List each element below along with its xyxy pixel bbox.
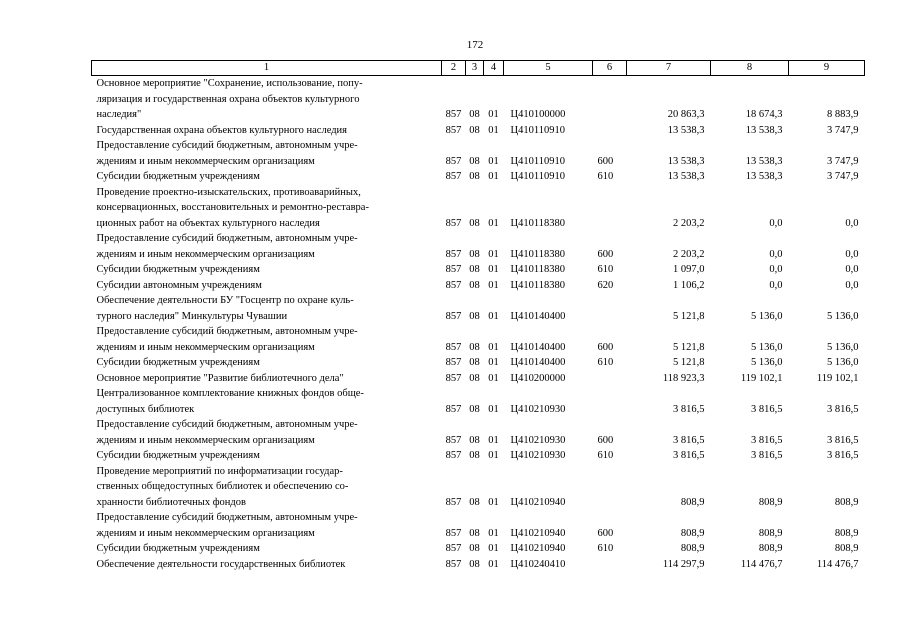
amount-col7-cell: 13 538,3: [667, 124, 705, 136]
table-row: [92, 386, 865, 417]
admin-code-cell: 857: [445, 341, 462, 353]
amount-col8-cell: 13 538,3: [745, 124, 783, 136]
amount-col9-cell: 3 747,9: [827, 155, 859, 167]
target-article-cell: Ц410210940: [510, 527, 566, 539]
expense-type-cell: [593, 557, 627, 573]
table-row: [92, 169, 865, 185]
amount-col9-cell: 808,9: [834, 527, 859, 539]
description-cell: [92, 138, 442, 169]
amount-col7-cell: 20 863,3: [667, 109, 705, 120]
header-row: [92, 61, 865, 76]
description-line: Субсидии бюджетным учреждениям: [96, 171, 260, 182]
description-cell: [92, 293, 442, 324]
amount-col8-cell: 0,0: [769, 264, 783, 275]
subsection-cell: 01: [488, 264, 499, 275]
subsection-cell: 01: [488, 527, 499, 539]
section-cell: 08: [469, 450, 480, 461]
description-line: Предоставление субсидий бюджетным, автономным учре-: [96, 512, 358, 523]
amount-col7-cell: 1 106,2: [673, 279, 705, 291]
subsection-cell: 01: [488, 109, 499, 120]
amount-col9-cell: 808,9: [834, 496, 859, 508]
expense-type-cell: [593, 123, 627, 139]
description-line: турного наследия" Минкультуры Чувашии: [96, 310, 288, 322]
description-line: Проведение мероприятий по информатизации государ-: [96, 465, 343, 477]
subsection-cell: 01: [488, 372, 499, 384]
description-line: Субсидии бюджетным учреждениям: [96, 357, 260, 368]
section-cell: 08: [469, 217, 480, 229]
amount-col9-cell: 119 102,1: [816, 372, 859, 384]
description-line: Субсидии бюджетным учреждениям: [96, 543, 260, 554]
amount-col9-cell: 0,0: [845, 217, 859, 229]
subsection-cell: 01: [488, 558, 499, 570]
amount-col8-cell: 114 476,7: [740, 558, 783, 570]
amount-col7-cell: 1 097,0: [673, 264, 705, 275]
description-line: Предоставление субсидий бюджетным, автономным учре-: [96, 140, 358, 151]
description-line: Предоставление субсидий бюджетным, автономным учре-: [96, 233, 358, 244]
amount-col8-cell: 3 816,5: [751, 450, 783, 461]
budget-table: [91, 60, 865, 572]
amount-col8-cell: 808,9: [758, 543, 783, 554]
description-line: Предоставление субсидий бюджетным, автономным учре-: [96, 419, 358, 430]
description-line: Государственная охрана объектов культурного наследия: [96, 124, 348, 136]
amount-col9-cell: 0,0: [845, 279, 859, 291]
amount-col8-cell: 13 538,3: [745, 171, 783, 182]
description-line: Основное мероприятие "Развитие библиотечного дела": [96, 372, 344, 384]
description-line: наследия": [96, 109, 142, 120]
target-article-cell: Ц410210930: [510, 403, 566, 415]
target-article-cell: Ц410210940: [510, 543, 566, 554]
column-header: 1: [92, 61, 442, 76]
amount-col8-cell: 3 816,5: [751, 434, 783, 446]
column-header: 7: [627, 61, 711, 76]
table-row: [92, 464, 865, 511]
amount-col8-cell: 18 674,3: [745, 109, 783, 120]
description-line: консервационных, восстановительных и ремонтно-реставра-: [96, 202, 369, 213]
subsection-cell: 01: [488, 543, 499, 554]
admin-code-cell: 857: [445, 434, 462, 446]
section-cell: 08: [469, 357, 480, 368]
admin-code-cell: 857: [445, 109, 462, 120]
target-article-cell: Ц410240410: [510, 558, 566, 570]
section-cell: 08: [469, 372, 480, 384]
section-cell: 08: [469, 171, 480, 182]
amount-col7-cell: 3 816,5: [673, 403, 705, 415]
expense-type-cell: 600: [597, 248, 614, 260]
target-article-cell: Ц410118380: [510, 264, 565, 275]
section-cell: 08: [469, 155, 480, 167]
expense-type-cell: [593, 76, 627, 123]
admin-code-cell: 857: [445, 558, 462, 570]
amount-col7-cell: 5 121,8: [673, 310, 705, 322]
amount-col8-cell: 5 136,0: [751, 341, 783, 353]
target-article-cell: Ц410110910: [510, 155, 565, 167]
amount-col7-cell: 5 121,8: [673, 341, 705, 353]
amount-col8-cell: 119 102,1: [740, 372, 783, 384]
subsection-cell: 01: [488, 403, 499, 415]
amount-col7-cell: 5 121,8: [673, 357, 705, 368]
table-row: [92, 541, 865, 557]
section-cell: 08: [469, 543, 480, 554]
subsection-cell: 01: [488, 279, 499, 291]
amount-col9-cell: 8 883,9: [827, 109, 859, 120]
description-cell: [92, 185, 442, 232]
target-article-cell: Ц410110910: [510, 171, 565, 182]
amount-col7-cell: 808,9: [680, 543, 705, 554]
subsection-cell: 01: [488, 496, 499, 508]
description-line: ждениям и иным некоммерческим организациям: [96, 155, 315, 167]
amount-col7-cell: 2 203,2: [673, 248, 705, 260]
table-row: [92, 278, 865, 294]
description-cell: [92, 448, 442, 464]
section-cell: 08: [469, 124, 480, 136]
expense-type-cell: 610: [597, 543, 614, 554]
amount-col9-cell: 3 747,9: [827, 171, 859, 182]
expense-type-cell: [593, 464, 627, 511]
description-line: Субсидии бюджетным учреждениям: [96, 264, 260, 275]
amount-col8-cell: 13 538,3: [745, 155, 783, 167]
description-line: ждениям и иным некоммерческим организациям: [96, 434, 315, 446]
table-row: [92, 510, 865, 541]
admin-code-cell: 857: [445, 155, 462, 167]
admin-code-cell: 857: [445, 527, 462, 539]
expense-type-cell: [593, 371, 627, 387]
description-cell: [92, 324, 442, 355]
amount-col9-cell: 0,0: [845, 264, 859, 275]
description-line: ляризация и государственная охрана объектов культурного: [96, 93, 360, 105]
target-article-cell: Ц410110910: [510, 124, 565, 136]
page-number: 172: [466, 39, 484, 51]
section-cell: 08: [469, 558, 480, 570]
admin-code-cell: 857: [445, 543, 462, 554]
admin-code-cell: 857: [445, 357, 462, 368]
amount-col9-cell: 5 136,0: [827, 341, 859, 353]
amount-col7-cell: 13 538,3: [667, 171, 705, 182]
table-row: [92, 231, 865, 262]
amount-col8-cell: 808,9: [758, 496, 783, 508]
admin-code-cell: 857: [445, 124, 462, 136]
table-body: [92, 76, 865, 573]
expense-type-cell: 610: [597, 171, 614, 182]
column-header: 6: [593, 61, 627, 76]
amount-col8-cell: 0,0: [769, 248, 783, 260]
table-row: [92, 371, 865, 387]
table-row: [92, 355, 865, 371]
table-row: [92, 448, 865, 464]
description-line: хранности библиотечных фондов: [96, 496, 246, 508]
amount-col8-cell: 5 136,0: [751, 310, 783, 322]
table-row: [92, 324, 865, 355]
description-line: Обеспечение деятельности БУ "Госцентр по охране куль-: [96, 295, 354, 306]
description-cell: [92, 278, 442, 294]
amount-col7-cell: 808,9: [680, 527, 705, 539]
target-article-cell: Ц410210930: [510, 434, 566, 446]
description-line: Централизованное комплектование книжных фондов обще-: [96, 388, 364, 399]
description-line: Обеспечение деятельности государственных библиотек: [96, 558, 346, 570]
amount-col8-cell: 0,0: [769, 279, 783, 291]
table-row: [92, 123, 865, 139]
amount-col9-cell: 3 816,5: [827, 434, 859, 446]
section-cell: 08: [469, 248, 480, 260]
description-cell: [92, 417, 442, 448]
table-row: [92, 557, 865, 573]
expense-type-cell: [593, 293, 627, 324]
target-article-cell: Ц410100000: [510, 109, 566, 120]
section-cell: 08: [469, 279, 480, 291]
expense-type-cell: 600: [597, 155, 614, 167]
description-cell: [92, 541, 442, 557]
expense-type-cell: 610: [597, 264, 614, 275]
description-line: ждениям и иным некоммерческим организациям: [96, 527, 315, 539]
admin-code-cell: 857: [445, 496, 462, 508]
description-line: ционных работ на объектах культурного наследия: [96, 217, 320, 229]
section-cell: 08: [469, 527, 480, 539]
subsection-cell: 01: [488, 450, 499, 461]
description-line: ждениям и иным некоммерческим организациям: [96, 341, 315, 353]
table-row: [92, 76, 865, 123]
description-line: ждениям и иным некоммерческим организациям: [96, 248, 315, 260]
description-cell: [92, 557, 442, 573]
table-row: [92, 185, 865, 232]
admin-code-cell: 857: [445, 248, 462, 260]
admin-code-cell: 857: [445, 279, 462, 291]
amount-col7-cell: 13 538,3: [667, 155, 705, 167]
table-header: [92, 61, 865, 76]
amount-col8-cell: 5 136,0: [751, 357, 783, 368]
subsection-cell: 01: [488, 310, 499, 322]
description-cell: [92, 169, 442, 185]
amount-col7-cell: 118 923,3: [662, 372, 705, 384]
target-article-cell: Ц410200000: [510, 372, 566, 384]
target-article-cell: Ц410118380: [510, 279, 565, 291]
admin-code-cell: 857: [445, 372, 462, 384]
amount-col7-cell: 3 816,5: [673, 450, 705, 461]
amount-col9-cell: 5 136,0: [827, 357, 859, 368]
amount-col7-cell: 114 297,9: [662, 558, 705, 570]
section-cell: 08: [469, 434, 480, 446]
amount-col8-cell: 0,0: [769, 217, 783, 229]
expense-type-cell: 600: [597, 434, 614, 446]
expense-type-cell: 600: [597, 527, 614, 539]
amount-col9-cell: 114 476,7: [816, 558, 859, 570]
admin-code-cell: 857: [445, 403, 462, 415]
description-line: Основное мероприятие "Сохранение, использование, попу-: [96, 78, 363, 89]
column-header: 9: [789, 61, 865, 76]
target-article-cell: Ц410118380: [510, 248, 565, 260]
amount-col9-cell: 5 136,0: [827, 310, 859, 322]
amount-col8-cell: 3 816,5: [751, 403, 783, 415]
description-cell: [92, 123, 442, 139]
section-cell: 08: [469, 310, 480, 322]
column-header: 5: [504, 61, 593, 76]
amount-col9-cell: 808,9: [834, 543, 859, 554]
subsection-cell: 01: [488, 171, 499, 182]
description-cell: [92, 464, 442, 511]
admin-code-cell: 857: [445, 217, 462, 229]
subsection-cell: 01: [488, 341, 499, 353]
admin-code-cell: 857: [445, 450, 462, 461]
target-article-cell: Ц410140400: [510, 341, 566, 353]
table-row: [92, 262, 865, 278]
description-cell: [92, 76, 442, 123]
description-cell: [92, 386, 442, 417]
amount-col7-cell: 3 816,5: [673, 434, 705, 446]
subsection-cell: 01: [488, 434, 499, 446]
target-article-cell: Ц410140400: [510, 357, 566, 368]
description-cell: [92, 355, 442, 371]
subsection-cell: 01: [488, 248, 499, 260]
expense-type-cell: 620: [597, 279, 614, 291]
amount-col9-cell: 3 816,5: [827, 403, 859, 415]
description-cell: [92, 262, 442, 278]
section-cell: 08: [469, 403, 480, 415]
description-line: Субсидии бюджетным учреждениям: [96, 450, 260, 461]
section-cell: 08: [469, 341, 480, 353]
subsection-cell: 01: [488, 357, 499, 368]
target-article-cell: Ц410210940: [510, 496, 566, 508]
column-header: 4: [484, 61, 504, 76]
description-cell: [92, 371, 442, 387]
description-line: Предоставление субсидий бюджетным, автономным учре-: [96, 326, 358, 337]
amount-col9-cell: 3 747,9: [827, 124, 859, 136]
admin-code-cell: 857: [445, 171, 462, 182]
description-line: доступных библиотек: [96, 403, 195, 415]
admin-code-cell: 857: [445, 264, 462, 275]
column-header: 8: [711, 61, 789, 76]
amount-col7-cell: 808,9: [680, 496, 705, 508]
section-cell: 08: [469, 264, 480, 275]
target-article-cell: Ц410140400: [510, 310, 566, 322]
target-article-cell: Ц410210930: [510, 450, 566, 461]
expense-type-cell: [593, 386, 627, 417]
amount-col9-cell: 3 816,5: [827, 450, 859, 461]
target-article-cell: Ц410118380: [510, 217, 565, 229]
description-cell: [92, 510, 442, 541]
expense-type-cell: 610: [597, 357, 614, 368]
amount-col8-cell: 808,9: [758, 527, 783, 539]
amount-col7-cell: 2 203,2: [673, 217, 705, 229]
subsection-cell: 01: [488, 124, 499, 136]
admin-code-cell: 857: [445, 310, 462, 322]
table-row: [92, 417, 865, 448]
expense-type-cell: [593, 185, 627, 232]
column-header: 3: [466, 61, 484, 76]
subsection-cell: 01: [488, 155, 499, 167]
description-line: Проведение проектно-изыскательских, противоаварийных,: [96, 186, 361, 198]
table-row: [92, 138, 865, 169]
subsection-cell: 01: [488, 217, 499, 229]
amount-col9-cell: 0,0: [845, 248, 859, 260]
column-header: 2: [442, 61, 466, 76]
table-row: [92, 293, 865, 324]
description-cell: [92, 231, 442, 262]
expense-type-cell: 610: [597, 450, 614, 461]
section-cell: 08: [469, 496, 480, 508]
description-line: ственных общедоступных библиотек и обеспечению со-: [96, 481, 349, 492]
expense-type-cell: 600: [597, 341, 614, 353]
section-cell: 08: [469, 109, 480, 120]
description-line: Субсидии автономным учреждениям: [96, 279, 262, 291]
